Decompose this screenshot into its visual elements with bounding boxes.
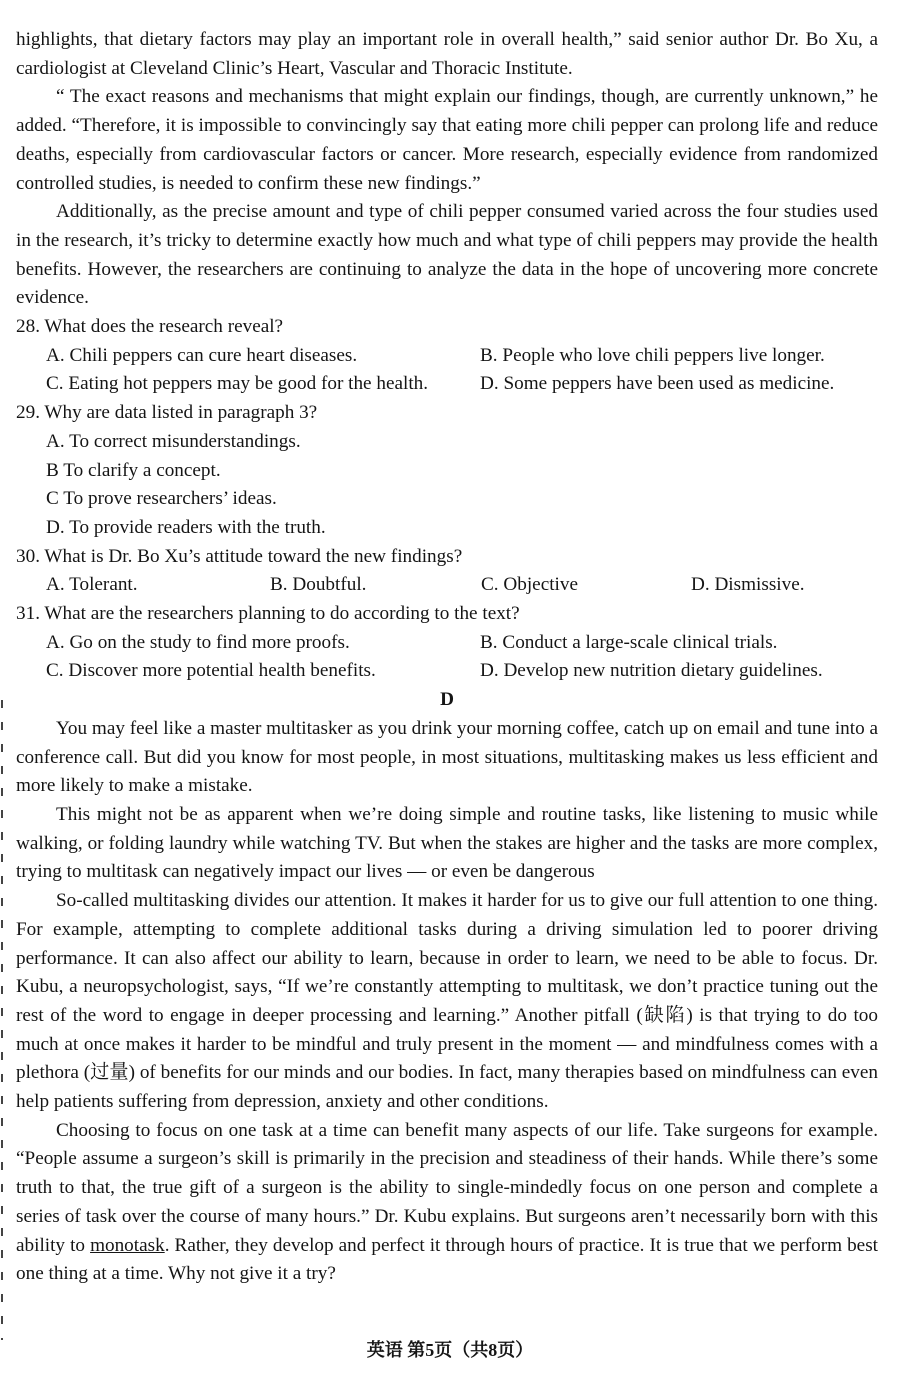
option-b: B. People who love chili peppers live longer. <box>480 344 825 366</box>
passage-c-paragraph-continued: highlights, that dietary factors may play an important role in overall health,” said senior author Dr. Bo Xu, a cardiologist at Cleveland Clinic’s Heart, Vascular and Thoracic Institute. <box>16 29 878 79</box>
option-c: C. Discover more potential health benefits. <box>46 660 376 682</box>
question-31 <box>16 600 878 686</box>
question-stem: 29. Why are data listed in paragraph 3? <box>16 402 318 424</box>
paragraph-text: Choosing to focus on one task at a time can benefit many aspects of our life. Take surgeons for example. “People assume a surgeon’s skill is primarily in the precision and steadiness of their hands. While there’s some truth to that, the true gift of a surgeon is the ability to single-mindedly focus on one person and complete a series of task over the course of many hours.” Dr. Kubu explains. But surgeons aren’t necessarily born with this ability to <box>16 1119 878 1256</box>
options <box>16 428 878 543</box>
page-footer: 英语 第5页（共8页） <box>366 1340 534 1360</box>
option-b: B To clarify a concept. <box>46 459 221 481</box>
passage-c-paragraph: Additionally, as the precise amount and type of chili pepper consumed varied across the four studies used in the research, it’s tricky to determine exactly how much and what type of chili peppers may provide the health benefits. However, the researchers are continuing to analyze the data in the hope of uncovering more concrete evidence. <box>16 201 878 309</box>
passage-c-paragraph: “ The exact reasons and mechanisms that might explain our findings, though, are currently unknown,” he added. “Therefore, it is impossible to convincingly say that eating more chili pepper can prolong life and reduce deaths, especially from cardiovascular factors or cancer. More research, especially evidence from randomized controlled studies, is needed to confirm these new findings.” <box>16 86 878 194</box>
options <box>16 571 878 600</box>
question-28 <box>16 313 878 399</box>
option-a: A. To correct misunderstandings. <box>46 430 301 452</box>
passage-d-paragraph: This might not be as apparent when we’re doing simple and routine tasks, like listening to music while walking, or folding laundry while watching TV. But when the stakes are higher and the tasks are more complex, trying to multitask can negatively impact our lives — or even be dangerous <box>16 803 878 883</box>
passage-d-paragraph: So-called multitasking divides our attention. It makes it harder for us to give our full attention to one thing. For example, attempting to complete additional tasks during a driving simulation led to poorer driving performance. It can also affect our ability to learn, because in order to learn, we need to be able to focus. Dr. Kubu, a neuropsychologist, says, “If we’re constantly attempting to multitask, we don’t practice tuning out the rest of the word to engage in deeper processing and learning.” Another pitfall (缺陷) is that trying to do too much at once makes it harder to be mindful and truly present in the moment — and mindfulness comes with a plethora (过量) of benefits for our minds and our bodies. In fact, many therapies based on mindfulness can even help patients suffering from depression, anxiety and other conditions. <box>16 890 878 1113</box>
option-d: D. Dismissive. <box>691 574 805 596</box>
option-c: C To prove researchers’ ideas. <box>46 488 277 510</box>
option-a: A. Go on the study to find more proofs. <box>46 631 350 653</box>
question-29 <box>16 399 878 543</box>
option-c: C. Eating hot peppers may be good for the health. <box>46 373 429 395</box>
question-stem: 31. What are the researchers planning to do according to the text? <box>16 603 520 625</box>
question-30 <box>16 543 878 600</box>
paragraph-text: . Rather, they develop and perfect it through hours of practice. It is true that we perform best one thing at a time. Why not give it a try? <box>16 1234 878 1285</box>
passage-d-paragraph <box>16 1117 878 1289</box>
option-b: B. Conduct a large-scale clinical trials. <box>480 631 778 653</box>
section-heading-d: D <box>440 689 454 711</box>
options <box>16 629 878 686</box>
options <box>16 342 878 399</box>
question-stem: 30. What is Dr. Bo Xu’s attitude toward the new findings? <box>16 545 463 567</box>
option-a: A. Tolerant. <box>46 574 138 596</box>
option-d: D. Some peppers have been used as medicine. <box>480 373 835 395</box>
option-d: D. Develop new nutrition dietary guidelines. <box>480 660 823 682</box>
option-d: D. To provide readers with the truth. <box>46 516 326 538</box>
passage-d-paragraph: You may feel like a master multitasker as you drink your morning coffee, catch up on email and tune into a conference call. But did you know for most people, in most situations, multitasking makes us less efficient and more likely to make a mistake. <box>16 717 879 797</box>
option-c: C. Objective <box>481 574 578 596</box>
option-b: B. Doubtful. <box>270 574 367 596</box>
option-a: A. Chili peppers can cure heart diseases. <box>46 344 358 366</box>
question-stem: 28. What does the research reveal? <box>16 316 284 338</box>
underlined-word-monotask: monotask <box>90 1234 165 1256</box>
page-content <box>16 26 878 1289</box>
binding-margin-dashes <box>1 700 3 1340</box>
